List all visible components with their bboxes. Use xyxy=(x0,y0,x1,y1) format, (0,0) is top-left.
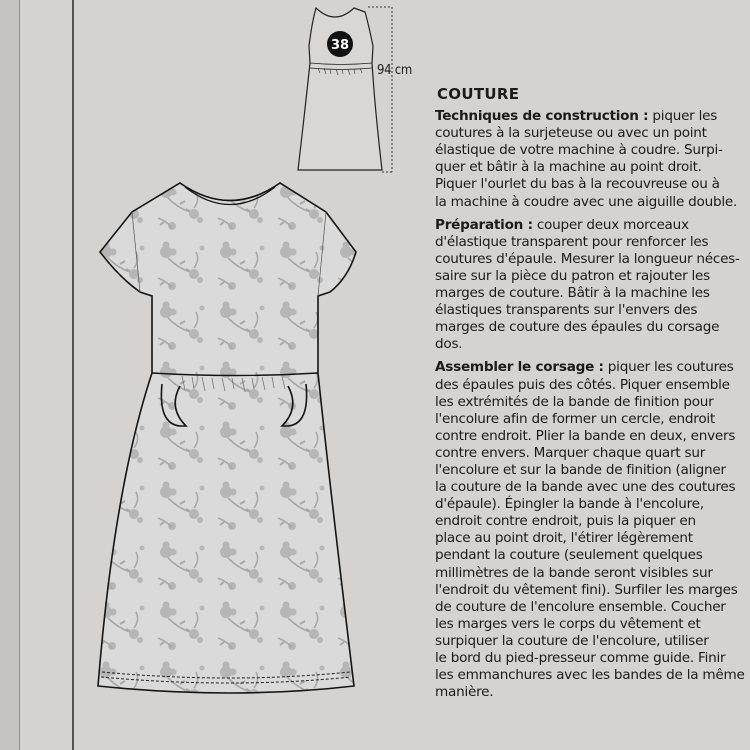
preparation-paragraph: Préparation : couper deux morceaux d'élastique transparent pour renforcer les coutures d'épaule. Mesurer la longueur néces- saire sur la pièce du patron et rajouter les marges de couture. Bâtir à la machine les élastiques transparents sur l'envers des marges de couture des épaules du corsage dos. xyxy=(435,216,740,353)
page-margin xyxy=(0,0,20,750)
construction-lead: Techniques de construction : xyxy=(435,108,649,125)
section-title: COUTURE xyxy=(437,86,520,103)
margin-rule xyxy=(19,0,20,750)
length-label: 94 cm xyxy=(377,63,412,78)
dress-illustration xyxy=(92,178,370,708)
size-number: 38 xyxy=(330,38,350,53)
assembly-lead: Assembler le corsage : xyxy=(435,359,604,376)
assembly-paragraph: Assembler le corsage : piquer les coutures des épaules puis des côtés. Piquer ensemble les extrémités de la bande de finition pour l'encolure afin de former un cercle, endroit contre endroit. Plier la bande en deux, envers contre envers. Marquer chaque quart sur l'encolure et sur la bande de finition (aligner la couture de la bande avec une des coutures d'épaule). Épingler la bande à l'encolure, endroit contre endroit, puis la piquer en place au point droit, l'étirer légèrement pendant la couture (seulement quelques millimètres de la bande seront visibles sur l'endroit du vêtement fini). Surfiler les marges de couture de l'encolure ensemble. Coucher les marges vers le corps du vêtement et surpiquer la couture de l'encolure, utiliser le bord du pied-presseur comme guide. Finir les emmanchures avec les bandes de la même manière. xyxy=(435,359,745,701)
margin-rule-dark xyxy=(72,0,74,750)
flat-sketch xyxy=(288,0,418,182)
preparation-lead: Préparation : xyxy=(435,216,533,233)
sewing-instructions xyxy=(432,86,750,746)
construction-paragraph: Techniques de construction : piquer les coutures à la surjeteuse ou avec un point élastique de votre machine à coudre. Surpi- quer et bâtir à la machine au point droit. Piquer l'ourlet du bas à la recouvreuse ou à la machine à coudre avec une aiguille double. xyxy=(435,108,738,210)
